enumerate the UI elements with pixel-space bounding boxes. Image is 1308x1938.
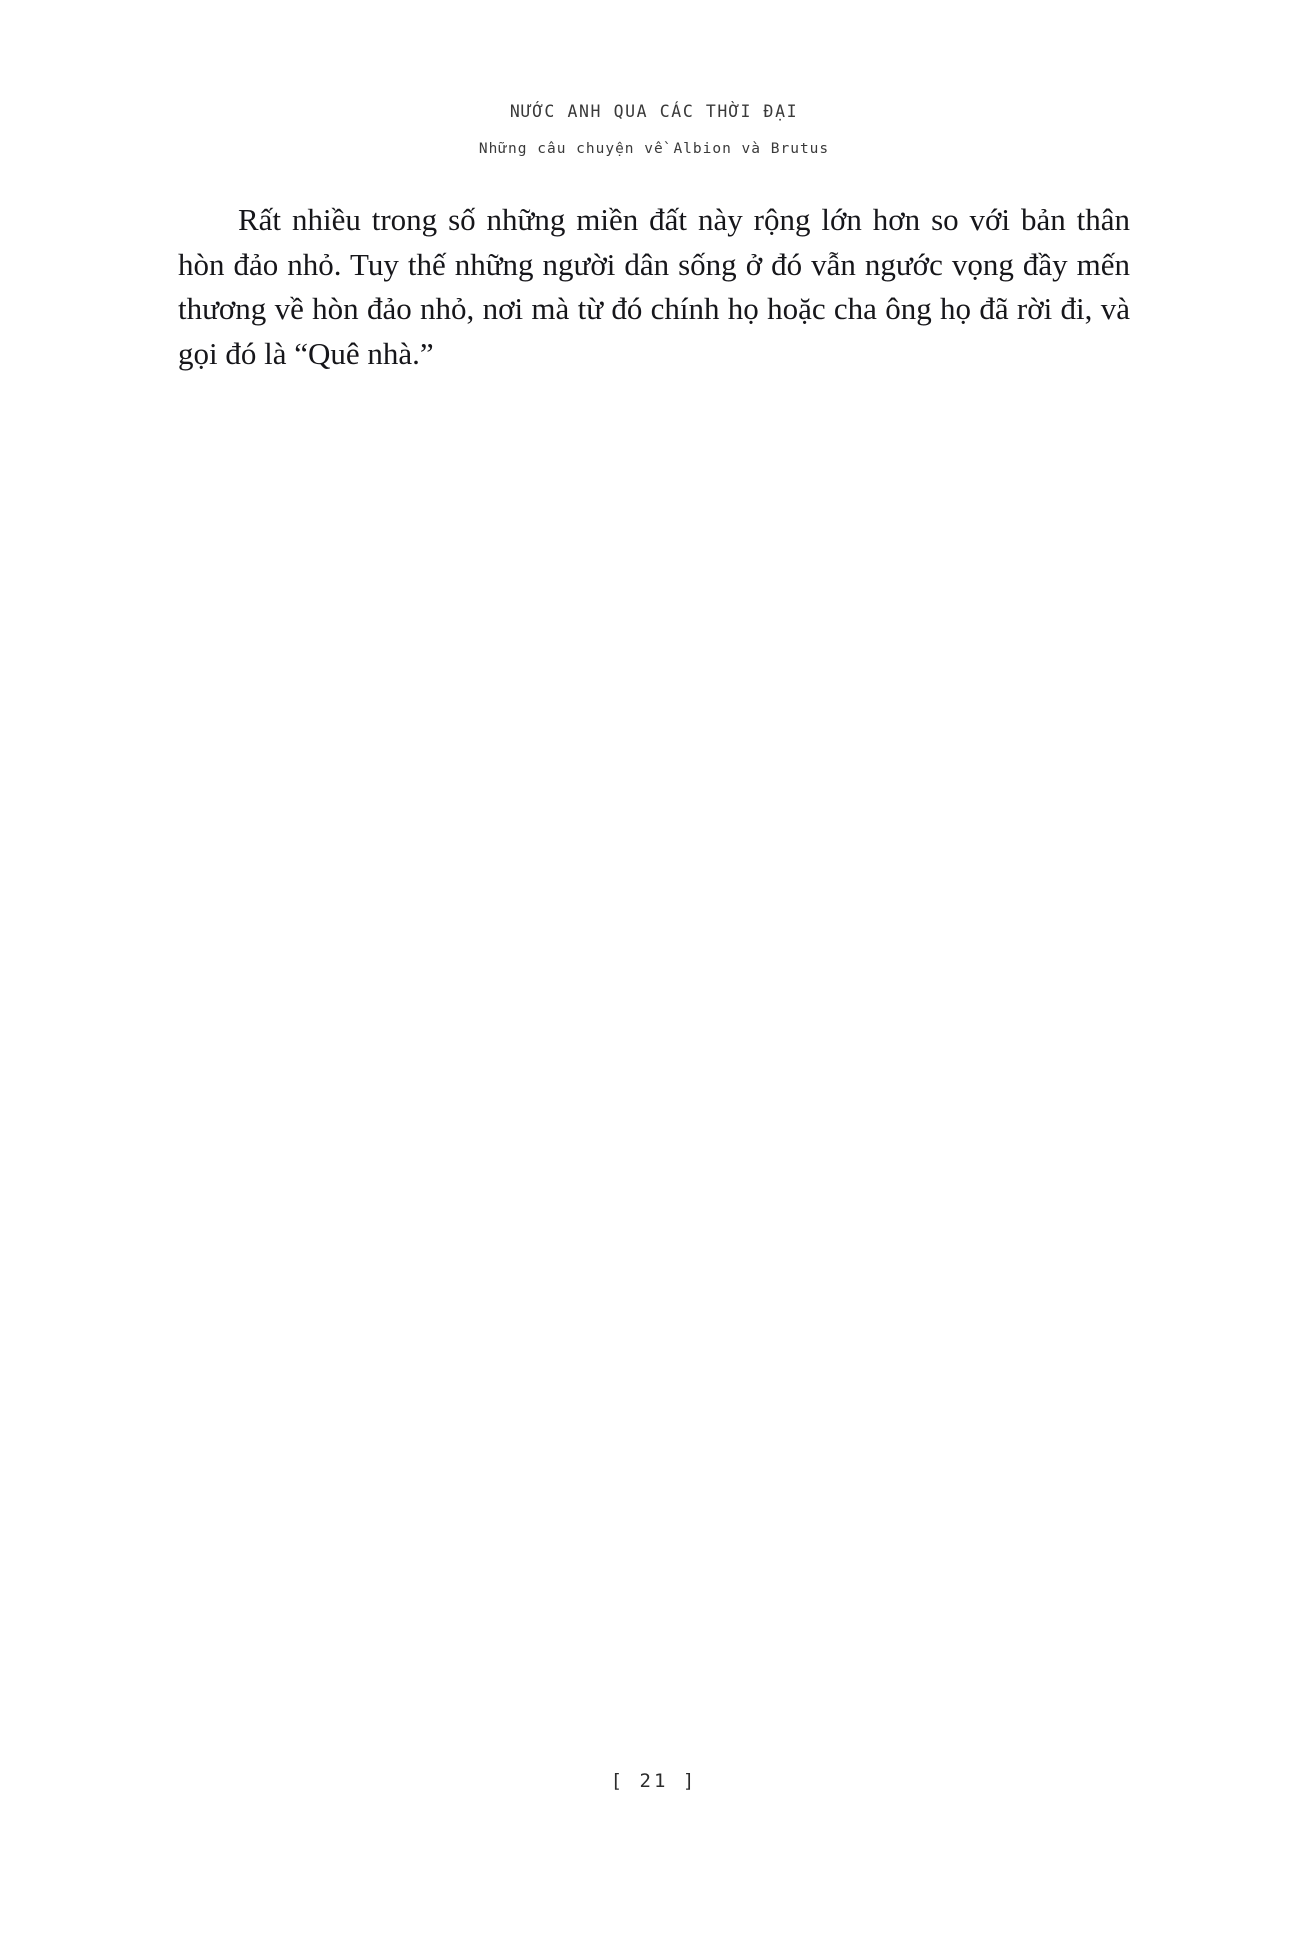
page-number: [ 21 ]: [610, 1770, 698, 1792]
running-head-title: NƯỚC ANH QUA CÁC THỜI ĐẠI: [509, 102, 799, 121]
running-head-subtitle: Những câu chuyện về Albion và Brutus: [478, 141, 830, 157]
body-text-block: [178, 198, 1130, 377]
body-paragraph: Rất nhiều trong số những miền đất này rộng lớn hơn so với bản thân hòn đảo nhỏ. Tuy thế những người dân sống ở đó vẫn ngước vọng đầy mến thương về hòn đảo nhỏ, nơi mà từ đó chính họ hoặc cha ông họ đã rời đi, và gọi đó là “Quê nhà.”: [178, 202, 1130, 371]
